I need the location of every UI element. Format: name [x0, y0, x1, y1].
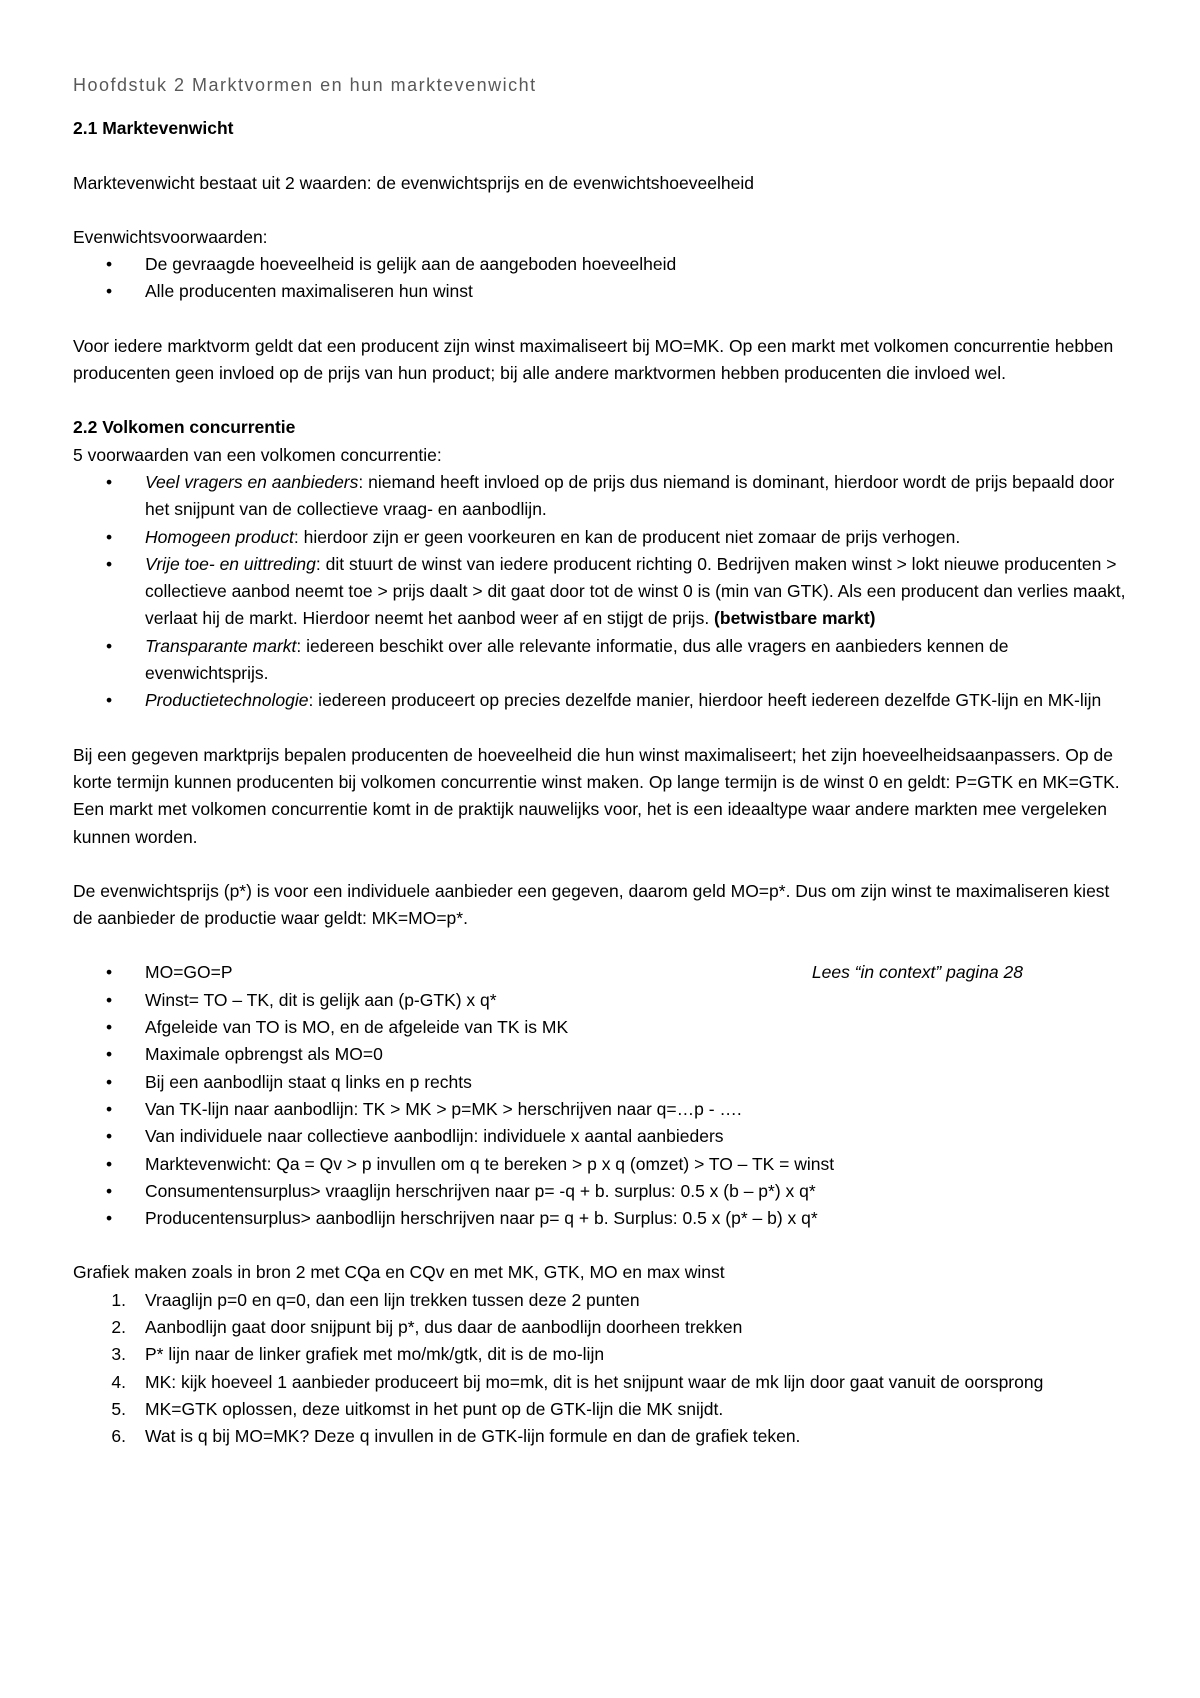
bullet-icon: • [106, 553, 113, 574]
list-item: • Transparante markt: iedereen beschikt over alle relevante informatie, dus alle vragers en aanbieders kennen de evenwichtsprijs. [73, 633, 1133, 688]
formula-list [73, 959, 1133, 1232]
list-item: 1. Vraaglijn p=0 en q=0, dan een lijn trekken tussen deze 2 punten [111, 1289, 640, 1310]
bullet-icon: • [106, 526, 113, 547]
bullet-icon: • [106, 1098, 113, 1119]
bullet-icon: • [106, 254, 113, 275]
formula-first: MO=GO=P [145, 962, 233, 983]
equilibrium-conditions-list [73, 251, 1133, 306]
list-item: • Van individuele naar collectieve aanbodlijn: individuele x aantal aanbieders [73, 1123, 1133, 1150]
bullet-icon: • [106, 471, 113, 492]
bullet-icon: • [106, 690, 113, 711]
bullet-icon: • [106, 1180, 113, 1201]
conditions-label: Evenwichtsvoorwaarden: [73, 226, 268, 247]
document-page [73, 72, 1133, 1450]
section-2-1-heading: 2.1 Marktevenwicht [73, 118, 234, 139]
chapter-title: Hoofdstuk 2 Marktvormen en hun marktevenwicht [73, 75, 537, 95]
list-item: • Maximale opbrengst als MO=0 [73, 1041, 1133, 1068]
list-item: • Vrije toe- en uittreding: dit stuurt de winst van iedere producent richting 0. Bedrijven maken winst > lokt nieuwe producenten > collectieve aanbod neemt toe > prijs daalt > dit gaat door tot de winst 0 is (min van GTK). Als een producent dan verlies maakt, verlaat hij de markt. Hierdoor neemt het aanbod weer af en stijgt de prijs. (betwistbare markt) [73, 551, 1133, 633]
list-item: • De gevraagde hoeveelheid is gelijk aan de aangeboden hoeveelheid [73, 251, 1133, 278]
list-item: • Winst= TO – TK, dit is gelijk aan (p-GTK) x q* [73, 987, 1133, 1014]
bullet-icon: • [106, 962, 113, 983]
context-note: Lees “in context” pagina 28 [811, 962, 1023, 983]
graph-steps-list [73, 1287, 1133, 1451]
graph-lead: Grafiek maken zoals in bron 2 met CQa en CQv en met MK, GTK, MO en max winst [73, 1262, 725, 1283]
bullet-icon: • [106, 1044, 113, 1065]
list-item: • Producentensurplus> aanbodlijn herschrijven naar p= q + b. Surplus: 0.5 x (p* – b) x q* [73, 1205, 1133, 1232]
list-item: 6. Wat is q bij MO=MK? Deze q invullen in de GTK-lijn formule en dan de grafiek teken. [111, 1426, 801, 1447]
bullet-icon: • [106, 989, 113, 1010]
list-item: • Alle producenten maximaliseren hun winst [73, 278, 1133, 305]
bullet-icon: • [106, 1208, 113, 1229]
list-item: 5. MK=GTK oplossen, deze uitkomst in het punt op de GTK-lijn die MK snijdt. [111, 1398, 724, 1419]
list-item: • Bij een aanbodlijn staat q links en p rechts [73, 1069, 1133, 1096]
section-2-1-paragraph: Voor iedere marktvorm geldt dat een producent zijn winst maximaliseert bij MO=MK. Op een markt met volkomen concurrentie hebben producenten geen invloed op de prijs van hun product; bij alle andere marktvormen hebben producenten die invloed wel. [73, 335, 1114, 384]
list-item [73, 959, 1133, 986]
section-2-2-heading: 2.2 Volkomen concurrentie [73, 417, 296, 438]
list-item: • Consumentensurplus> vraaglijn herschrijven naar p= -q + b. surplus: 0.5 x (b – p*) x q* [73, 1178, 1133, 1205]
list-item: • Veel vragers en aanbieders: niemand heeft invloed op de prijs dus niemand is dominant, hierdoor wordt de prijs bepaald door het snijpunt van de collectieve vraag- en aanbodlijn. [73, 469, 1133, 524]
list-item: • Productietechnologie: iedereen produceert op precies dezelfde manier, hierdoor heeft iedereen dezelfde GTK-lijn en MK-lijn [73, 687, 1133, 714]
bullet-icon: • [106, 281, 113, 302]
list-item: 4. MK: kijk hoeveel 1 aanbieder produceert bij mo=mk, dit is het snijpunt waar de mk lijn door gaat vanuit de oorsprong [111, 1371, 1044, 1392]
list-item: • Van TK-lijn naar aanbodlijn: TK > MK > p=MK > herschrijven naar q=…p - …. [73, 1096, 1133, 1123]
list-item: 2. Aanbodlijn gaat door snijpunt bij p*, dus daar de aanbodlijn doorheen trekken [111, 1316, 743, 1337]
list-item: • Homogeen product: hierdoor zijn er geen voorkeuren en kan de producent niet zomaar de prijs verhogen. [73, 524, 1133, 551]
list-item: 3. P* lijn naar de linker grafiek met mo/mk/gtk, dit is de mo-lijn [111, 1344, 605, 1365]
list-item: • Afgeleide van TO is MO, en de afgeleide van TK is MK [73, 1014, 1133, 1041]
list-item: • Marktevenwicht: Qa = Qv > p invullen om q te bereken > p x q (omzet) > TO – TK = winst [73, 1151, 1133, 1178]
section-2-1-intro: Marktevenwicht bestaat uit 2 waarden: de evenwichtsprijs en de evenwichtshoeveelheid [73, 172, 754, 193]
bullet-icon: • [106, 1126, 113, 1147]
bullet-icon: • [106, 635, 113, 656]
bullet-icon: • [106, 1153, 113, 1174]
section-2-2-paragraph-1: Bij een gegeven marktprijs bepalen producenten de hoeveelheid die hun winst maximaliseert; het zijn hoeveelheidsaanpassers. Op de korte termijn kunnen producenten bij volkomen concurrentie winst maken. Op lange termijn is de winst 0 en geldt: P=GTK en MK=GTK. Een markt met volkomen concurrentie komt in de praktijk nauwelijks voor, het is een ideaaltype waar andere markten mee vergeleken kunnen worden. [73, 744, 1120, 847]
perfect-competition-conditions-list [73, 469, 1133, 715]
section-2-2-lead: 5 voorwaarden van een volkomen concurrentie: [73, 444, 442, 465]
section-2-2-paragraph-2: De evenwichtsprijs (p*) is voor een individuele aanbieder een gegeven, daarom geld MO=p*. Dus om zijn winst te maximaliseren kiest de aanbieder de productie waar geldt: MK=MO=p*. [73, 880, 1110, 929]
bullet-icon: • [106, 1017, 113, 1038]
bullet-icon: • [106, 1071, 113, 1092]
